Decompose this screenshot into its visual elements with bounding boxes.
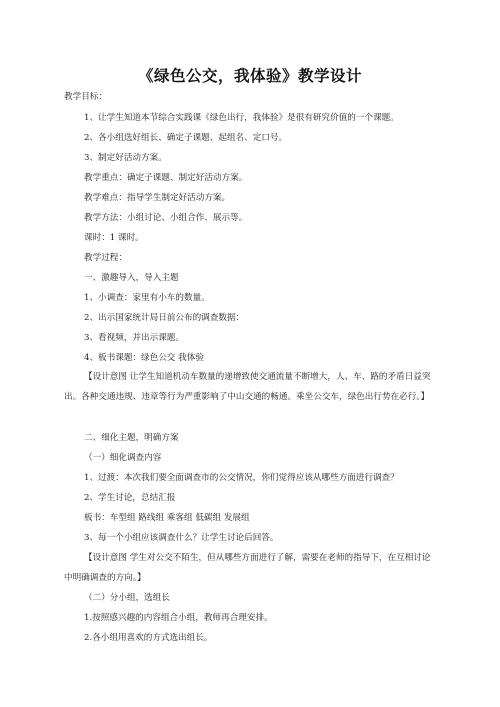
text-line: 2、出示国家统计局日前公布的调查数据： <box>84 313 245 323</box>
text-line: 1、过渡：本次我们要全面调查市的公交情况，你们觉得应该从哪些方面进行调查？ <box>84 473 399 483</box>
text-line: 教学方法：小组讨论、小组合作、展示等。 <box>84 213 248 223</box>
text-line: 2、学生讨论，总结汇报 <box>84 493 176 503</box>
text-line: 课时：1 课时。 <box>84 233 144 243</box>
text-line: 3、制定好活动方案。 <box>84 153 167 163</box>
section-heading-objectives: 教学目标： <box>64 92 107 102</box>
section-heading-process: 教学过程： <box>84 253 127 263</box>
design-intent-paragraph: 【设计意图 学生对公交不陌生，但从哪些方面进行了解，需要在老师的指导下，在互相讨论中明确调查的方向。】 <box>64 553 431 583</box>
design-intent-paragraph: 【设计意图 让学生知道机动车数量的递增致使交通流量不断增大，人、车、路的矛盾日益突出。各种交通违规、违章等行为严重影响了中山交通的畅通。乘坐公交车，绿色出行势在必行。】 <box>64 372 431 402</box>
text-line: 2、各小组选好组长、确定子课题、起组名、定口号。 <box>84 133 288 143</box>
text-line: 2.各小组用喜欢的方式选出组长。 <box>84 633 213 643</box>
document-title: 《绿色公交，我体验》教学设计 <box>137 66 362 85</box>
text-line: 教学重点：确定子课题、制定好活动方案。 <box>84 173 248 183</box>
text-line: （一）细化调查内容 <box>84 453 162 463</box>
text-line: （二）分小组，选组长 <box>84 593 170 603</box>
text-line: 教学难点：指导学生制定好活动方案。 <box>84 193 231 203</box>
text-line: 一、激趣导入，导入主题 <box>84 273 179 283</box>
text-line: 1、小调查：家里有小车的数量。 <box>84 293 210 303</box>
text-line: 1、让学生知道本节综合实践课《绿色出行，我体验》是很有研究价值的一个课题。 <box>84 113 399 123</box>
text-line: 二、细化主题，明确方案 <box>84 433 179 443</box>
text-line: 3、看视频，并出示课题。 <box>84 333 184 343</box>
text-line: 3、每一个小组应该调查什么？让学生讨论后回答。 <box>84 533 279 543</box>
text-line: 板书：车型组 路线组 乘客组 低碳组 发展组 <box>84 513 250 523</box>
text-line: 4、板书课题：绿色公交 我体验 <box>84 353 204 363</box>
text-line: 1.按照感兴趣的内容组合小组，教师再合理安排。 <box>84 613 273 623</box>
